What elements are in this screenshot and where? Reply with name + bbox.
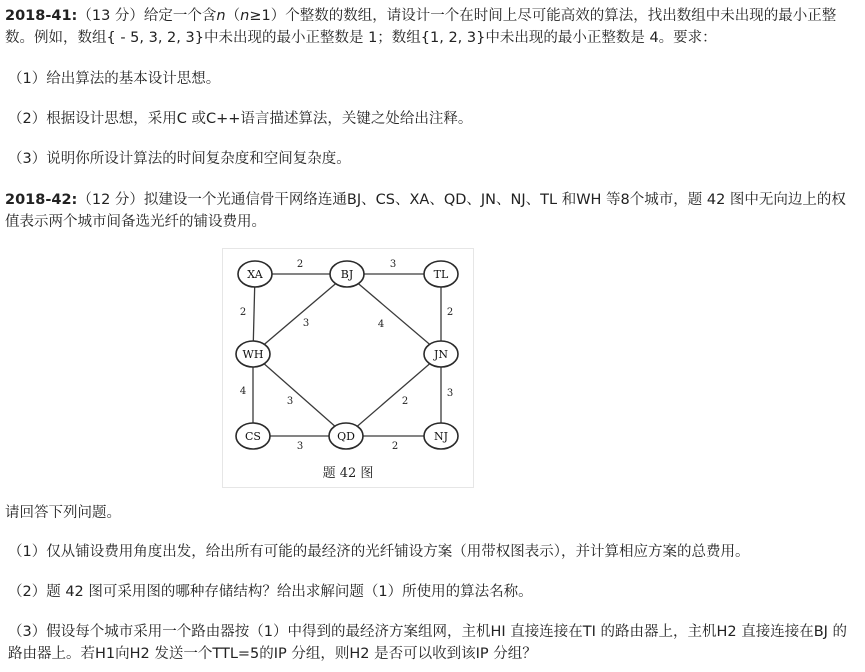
q42-item-2: （2）题 42 图可采用图的哪种存储结构？给出求解问题（1）所使用的算法名称。 xyxy=(8,584,533,600)
q41-var-n: n xyxy=(216,8,226,24)
weight-jn-nj: 3 xyxy=(446,388,454,399)
weight-qd-nj: 2 xyxy=(391,441,399,452)
node-nj-label: NJ xyxy=(433,430,449,443)
q41-var-n2: n xyxy=(240,8,250,24)
node-xa xyxy=(238,261,272,287)
q42-text: （12 分）拟建设一个光通信骨干网络连通BJ、CS、XA、QD、JN、NJ、TL 和WH 等8个城市，题 42 图中无向边上的权值表示两个城市间备选光纤的铺设费用。 xyxy=(5,192,846,230)
q41-item-2: （2）根据设计思想，采用C 或C++语言描述算法，关键之处给出注释。 xyxy=(8,111,473,127)
q41-item-1: （1）给出算法的基本设计思想。 xyxy=(8,71,221,87)
q41-item-3: （3）说明你所设计算法的时间复杂度和空间复杂度。 xyxy=(8,151,351,167)
figure-caption: 题 42 图 xyxy=(322,466,374,481)
weight-xa-bj: 2 xyxy=(296,259,304,270)
node-jn-label: JN xyxy=(433,348,449,361)
q41-id: 2018-41: xyxy=(5,8,78,24)
node-tl-label: TL xyxy=(433,268,449,281)
node-qd-label: QD xyxy=(337,430,355,443)
weight-wh-cs: 4 xyxy=(239,386,247,397)
q42-prompt: 请回答下列问题。 xyxy=(5,505,121,521)
node-wh xyxy=(236,341,270,367)
q42-statement xyxy=(5,189,859,233)
q41-text-c: ≥1）个整数的数组，请设计一个在时间上尽可能高效的算法，找出数组中未出现的最小正整数。例如，数组{ - 5, 3, 2, 3}中未出现的最小正整数是 1；数组{1, 2, 3}中未出现的最小正整数是 4。要求： xyxy=(5,8,837,46)
node-wh-label: WH xyxy=(242,348,264,361)
node-cs-label: CS xyxy=(245,430,261,443)
weight-tl-jn: 2 xyxy=(446,307,454,318)
q42-item-3: （3）假设每个城市采用一个路由器按（1）中得到的最经济方案组网，主机HI 直接连接在TI 的路由器上，主机H2 直接连接在BJ 的路由器上。若H1向H2 发送一个TTL=5的IP 分组，则H2 是否可以收到该IP 分组？ xyxy=(8,624,848,662)
weight-cs-qd: 3 xyxy=(296,441,304,452)
node-nj xyxy=(424,423,458,449)
weight-jn-qd: 2 xyxy=(401,396,409,407)
weight-bj-tl: 3 xyxy=(389,259,397,270)
weight-wh-qd: 3 xyxy=(286,396,294,407)
weight-xa-wh: 2 xyxy=(239,307,247,318)
q41-statement xyxy=(5,5,859,49)
node-cs xyxy=(236,423,270,449)
weight-bj-jn: 4 xyxy=(377,319,385,330)
q41-text-b: （ xyxy=(225,8,241,24)
node-bj xyxy=(330,261,364,287)
node-tl xyxy=(424,261,458,287)
q42-graph-figure xyxy=(222,248,474,488)
q42-item-1: （1）仅从铺设费用角度出发，给出所有可能的最经济的光纤铺设方案（用带权图表示），并计算相应方案的总费用。 xyxy=(8,544,750,560)
q41-text-a: （13 分）给定一个含 xyxy=(77,8,217,24)
node-jn xyxy=(424,341,458,367)
node-qd xyxy=(329,423,363,449)
node-bj-label: BJ xyxy=(340,268,354,281)
weight-bj-wh: 3 xyxy=(302,318,310,329)
q42-id: 2018-42: xyxy=(5,192,78,208)
node-xa-label: XA xyxy=(247,268,263,281)
